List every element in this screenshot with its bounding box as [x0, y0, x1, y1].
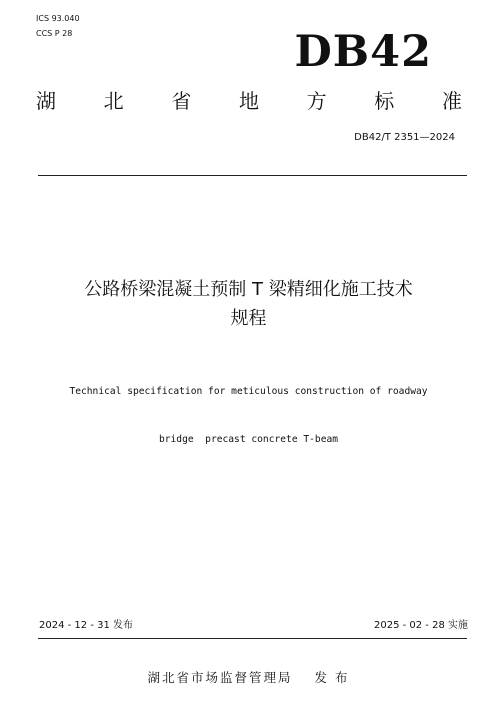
standard-type-char: 湖 [36, 89, 56, 113]
title-chinese-line: 规程 [230, 308, 267, 329]
ccs-code: CCS P 28 [36, 29, 73, 38]
title-english [30, 352, 467, 464]
effective-date: 2025 - 02 - 28 实施 [373, 620, 468, 631]
standard-type-char: 地 [238, 89, 259, 113]
standard-type-char: 方 [306, 89, 327, 113]
title-chinese [30, 275, 467, 333]
issuer-name: 湖北省市场监督管理局 [147, 670, 293, 685]
standard-type-char: 标 [374, 89, 395, 113]
title-english-line: Technical specification for meticulous construction of roadway [69, 386, 428, 397]
title-english-line: bridge precast concrete T-beam [158, 434, 339, 445]
standard-type-char: 北 [103, 89, 124, 113]
standard-type-char: 准 [441, 89, 462, 113]
footer-divider [38, 638, 467, 639]
issuer-action: 发 布 [314, 670, 350, 685]
standard-type-char: 省 [171, 89, 192, 113]
standard-code: DB42 [294, 27, 432, 77]
ics-code: ICS 93.040 [36, 14, 80, 23]
standard-number: DB42/T 2351—2024 [354, 132, 455, 143]
issuer [0, 669, 497, 687]
standard-type [36, 87, 462, 115]
issue-date: 2024 - 12 - 31 发布 [39, 620, 134, 631]
header-divider [38, 175, 467, 176]
title-chinese-line: 公路桥梁混凝土预制 T 梁精细化施工技术 [84, 279, 413, 300]
classification-codes [36, 11, 80, 41]
